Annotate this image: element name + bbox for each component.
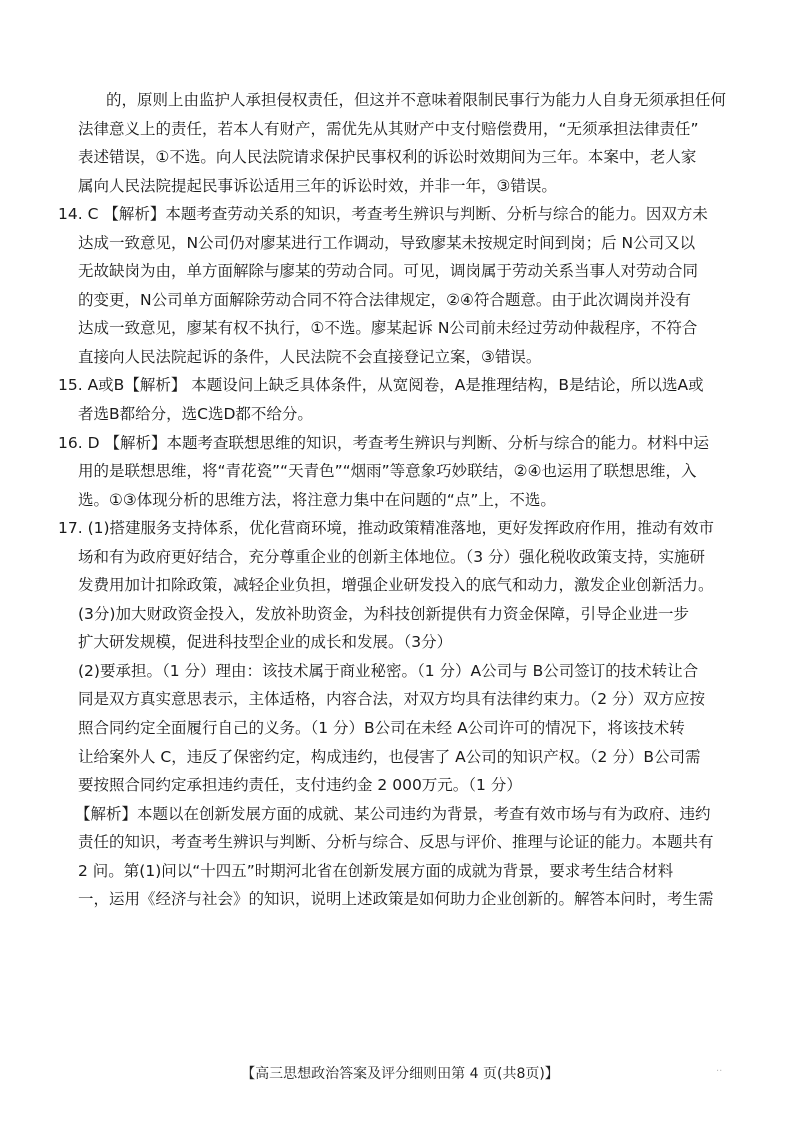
text-line: (2)要承担。（1 分）理由：该技术属于商业秘密。（1 分）A公司与 B公司签订的技术转让合 (78, 661, 699, 680)
text-line: 的变更，N公司单方面解除劳动合同不符合法律规定，②④符合题意。由于此次调岗并没有 (78, 290, 691, 309)
text-line: 扩大研发规模，促进科技型企业的成长和发展。（3分） (78, 633, 453, 652)
text-line: 属向人民法院提起民事诉讼适用三年的诉讼时效，并非一年，③错误。 (78, 176, 557, 195)
text-line: 无故缺岗为由，单方面解除与廖某的劳动合同。可见，调岗属于劳动关系当事人对劳动合同 (78, 262, 699, 281)
footer-mark: ·· (716, 1066, 723, 1077)
analysis-line: 【解析】本题以在创新发展方面的成就、某公司违约为背景，考查有效市场与有为政府、违约 (75, 804, 711, 823)
question-16-line: 16. D 【解析】本题考查联想思维的知识，考查考生辨识与判断、分析与综合的能力。材料中运 (58, 433, 709, 452)
text-line: 表述错误，①不选。向人民法院请求保护民事权利的诉讼时效期间为三年。本案中，老人家 (78, 148, 697, 167)
text-line: 选。①③体现分析的思维方法，将注意力集中在问题的“点”上，不选。 (78, 490, 556, 509)
text-line: 要按照合同约定承担违约责任，支付违约金 2 000万元。（1 分） (78, 776, 522, 795)
text-line: 用的是联想思维，将“青花瓷”“天青色”“烟雨”等意象巧妙联结，②④也运用了联想思维，入 (78, 462, 697, 481)
text-line: 一，运用《经济与社会》的知识，说明上述政策是如何助力企业创新的。解答本问时，考生需 (78, 890, 714, 909)
text-line: 直接向人民法院起诉的条件，人民法院不会直接登记立案，③错误。 (78, 347, 542, 366)
text-line: 让给案外人 C，违反了保密约定，构成违约，也侵害了 A公司的知识产权。（2 分）B公司需 (78, 747, 701, 766)
text-line: 者选B都给分，选C选D都不给分。 (78, 405, 313, 424)
text-line: 2 问。第(1)问以“十四五”时期河北省在创新发展方面的成就为背景，要求考生结合材料 (78, 861, 674, 880)
text-line: 照合同约定全面履行自己的义务。（1 分）B公司在未经 A公司许可的情况下，将该技术转 (78, 719, 685, 738)
text-line: (3分)加大财政资金投入，发放补助资金，为科技创新提供有力资金保障，引导企业进一步 (78, 604, 689, 623)
text-line: 法律意义上的责任，若本人有财产，需优先从其财产中支付赔偿费用，“无须承担法律责任” (78, 119, 699, 138)
text-line: 的，原则上由监护人承担侵权责任，但这并不意味着限制民事行为能力人自身无须承担任何 (106, 91, 727, 109)
text-line: 发费用加计扣除政策，减轻企业负担，增强企业研发投入的底气和动力，激发企业创新活力。 (78, 576, 714, 595)
text-line: 达成一致意见，N公司仍对廖某进行工作调动，导致廖某未按规定时间到岗；后 N公司又以 (78, 233, 696, 252)
answer-body (58, 88, 738, 916)
page-footer: 【高三思想政治答案及评分细则田第 4 页(共8页)】 (241, 1066, 559, 1082)
question-17-line: 17. (1)搭建服务支持体系，优化营商环境，推动政策精准落地，更好发挥政府作用，推动有效市 (58, 519, 715, 538)
text-line: 责任的知识，考查考生辨识与判断、分析与综合、反思与评价、推理与论证的能力。本题共有 (78, 833, 714, 852)
question-15-line: 15. A或B【解析】 本题设问上缺乏具体条件，从宽阅卷，A是推理结构，B是结论，所以选A或 (58, 376, 704, 395)
text-line: 场和有为政府更好结合，充分尊重企业的创新主体地位。（3 分）强化税收政策支持，实施研 (78, 547, 706, 566)
question-14-line: 14. C 【解析】本题考查劳动关系的知识，考查考生辨识与判断、分析与综合的能力。因双方未 (58, 205, 708, 224)
text-line: 达成一致意见，廖某有权不执行，①不选。廖某起诉 N公司前未经过劳动仲裁程序，不符合 (78, 319, 698, 338)
text-line: 同是双方真实意思表示，主体适格，内容合法，对双方均具有法律约束力。（2 分）双方应按 (78, 690, 706, 709)
